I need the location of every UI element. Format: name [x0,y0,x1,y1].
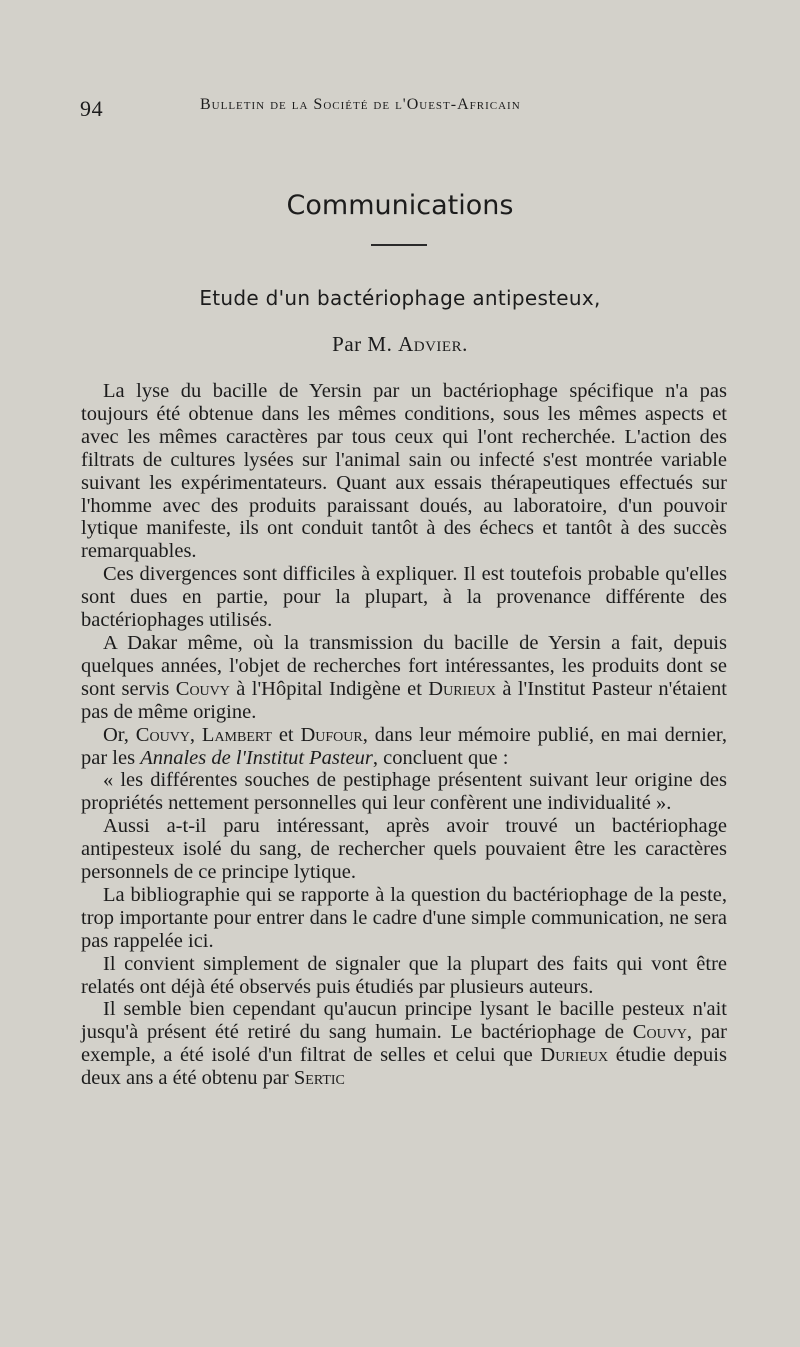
author-reference: Dufour [300,723,363,746]
text-run: et [271,723,301,746]
text-run: , concluent que : [372,746,509,769]
text-run: A Dakar même, où la transmission du bacille de Yersin a fait, depuis quelques années, l'objet de recherches fort intéressantes, les produits dont se sont servis [81,631,727,700]
article-body [81,380,727,1090]
text-run: La bibliographie qui se rapporte à la question du bactériophage de la peste, trop importante pour entrer dans le cadre d'une simple communication, ne sera pas rappelée ici. [81,883,727,952]
paragraph [81,953,727,999]
text-run: Ces divergences sont difficiles à expliquer. Il est toutefois probable qu'elles sont dues en partie, pour la plupart, à la provenance différente des bactériophages utilisés. [81,563,727,632]
text-run: , dans leur mémoire publié, en mai dernier, par les [81,723,728,769]
text-run: Il semble bien cependant qu'aucun principe lysant le bacille pesteux n'ait jusqu'à présent été retiré du sang humain. Le bactériophage de [81,998,727,1044]
author-reference: Couvy [175,677,230,700]
article-title: Etude d'un bactériophage antipesteux, [199,286,601,310]
paragraph [81,769,727,815]
journal-title: Bulletin de la Société de l'Ouest-Africain [200,96,521,113]
author-reference: Couvy [632,1021,687,1044]
author-reference: Durieux [428,677,496,700]
paragraph [81,563,727,632]
journal-reference: Annales de l'Institut Pasteur [140,746,373,769]
text-run: Aussi a-t-il paru intéressant, après avoir trouvé un bactériophage antipesteux isolé du sang, de rechercher quels pouvaient être les caractères personnels de ce principe lytique. [81,815,727,884]
text-run: étudie depuis deux ans a été obtenu par [81,1044,727,1090]
author-name: Advier. [398,332,468,356]
text-run: Il convient simplement de signaler que la plupart des faits qui vont être relatés ont déjà été observés puis étudiés par plusieurs auteurs. [81,952,727,998]
page-number: 94 [80,96,104,121]
author-reference: Durieux [540,1044,609,1067]
text-run: Or, [103,723,136,746]
paragraph [81,815,727,884]
author-prefix: Par M. [332,332,393,356]
author-reference: Sertic [293,1067,345,1090]
text-run: , par exemple, a été isolé d'un filtrat de selles et celui que [81,1021,727,1067]
paragraph [81,632,727,724]
paragraph [81,724,727,770]
text-run: « les différentes souches de pestiphage présentent suivant leur origine des propriétés nettement personnelles qui leur confèrent une individualité ». [81,769,727,815]
text-run: , [189,723,202,746]
section-title: Communications [286,190,514,221]
author-reference: Lambert [201,723,272,746]
paragraph [81,998,727,1090]
text-run: à l'Institut Pasteur n'étaient pas de même origine. [81,677,727,723]
title-divider [371,244,427,246]
text-run: La lyse du bacille de Yersin par un bactériophage spécifique n'a pas toujours été obtenue dans les mêmes conditions, sous les mêmes aspects et avec les mêmes caractères par tous ceux qui l'ont recherchée. L'action des filtrats de cultures lysées sur l'animal sain ou infecté s'est montrée variable suivant les expérimentateurs. Quant aux essais thérapeutiques effectués sur l'homme avec des produits paraissant doués, au laboratoire, d'un pouvoir lytique manifeste, ils ont conduit tantôt à des échecs et tantôt à des succès remarquables. [81,380,727,563]
text-run: à l'Hôpital Indigène et [229,677,429,700]
author-reference: Couvy [135,723,190,746]
author-line [0,332,800,357]
paragraph [81,380,727,563]
paragraph [81,884,727,953]
